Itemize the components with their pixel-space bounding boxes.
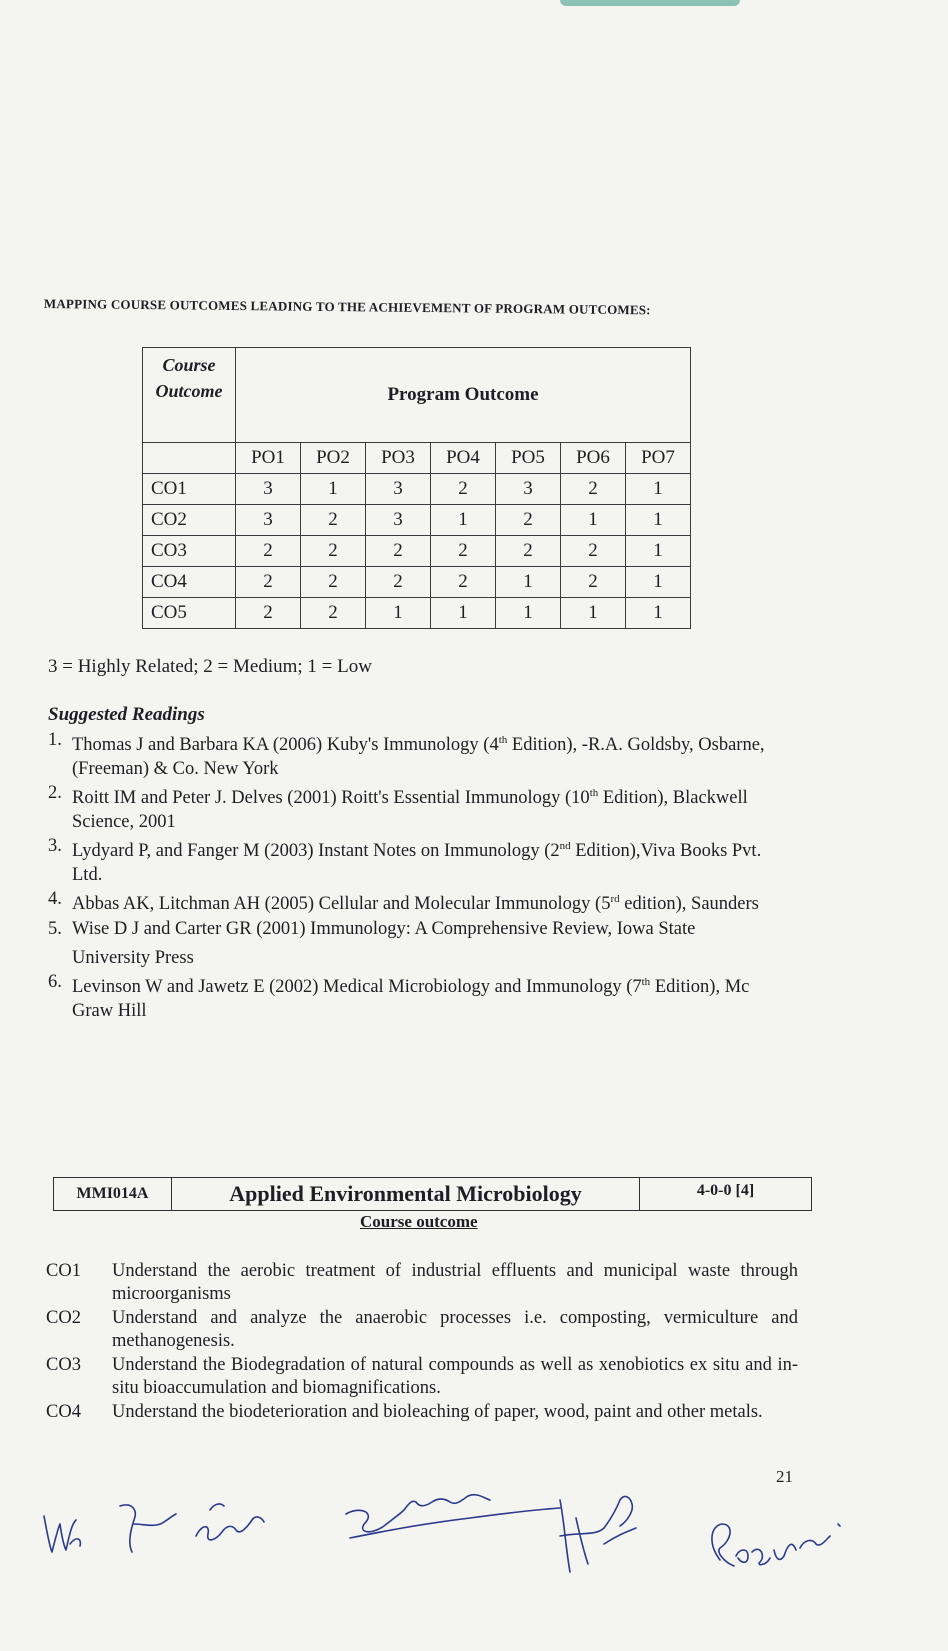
po-column-header: PO6 [561,443,626,474]
reading-superscript: th [589,787,599,800]
reading-text [72,834,778,887]
signatures-area [0,1440,948,1620]
co-cell: CO1 [143,474,236,505]
outcome-text: Understand the Biodegradation of natural compounds as well as xenobiotics ex situ and in-situ bioaccumulation and biomagnifications. [112,1355,798,1398]
reading-number: 1. [48,730,62,750]
course-outcome-header-line1: Course [162,355,216,375]
value-cell: 1 [561,505,626,536]
course-credits: 4-0-0 [4] [696,1182,755,1199]
value-cell: 2 [561,567,626,598]
reading-text [72,728,778,781]
course-outcomes-list [46,1260,798,1425]
signature-5 [560,1497,636,1572]
value-cell: 2 [431,567,496,598]
outcome-item [46,1260,798,1306]
program-outcome-header: Program Outcome [236,348,691,443]
reading-text [72,917,778,970]
table-row [143,567,691,598]
reading-number: 4. [48,889,62,910]
po-column-header: PO3 [366,443,431,474]
reading-superscript: nd [559,840,571,853]
value-cell: 2 [561,474,626,505]
outcome-code: CO3 [46,1355,81,1375]
mapping-table [142,347,691,629]
course-code: MMI014A [54,1178,172,1210]
po-column-header: PO7 [626,443,691,474]
readings-heading: Suggested Readings [48,704,205,725]
po-column-header: PO4 [431,443,496,474]
table-row [143,598,691,629]
reading-number: 2. [48,783,62,804]
value-cell: 3 [496,474,561,505]
value-cell: 3 [366,474,431,505]
reading-text [72,970,778,1023]
signature-2 [120,1505,176,1552]
reading-text-part: Lydyard P, and Fanger M (2003) Instant Notes on Immunology (2 [72,841,560,862]
reading-text-part: Edition), Blackwell Science, 2001 [72,788,748,833]
reading-text-part: Edition), Mc Graw Hill [72,976,750,1021]
outcome-item [46,1401,798,1424]
table-row [143,505,691,536]
po-column-header: PO1 [236,443,301,474]
reading-text-part: edition), Saunders [619,894,759,915]
reading-text-part: Thomas J and Barbara KA (2006) Kuby's Immunology (4 [72,735,499,756]
reading-number: 3. [48,836,62,857]
mapping-heading: MAPPING COURSE OUTCOMES LEADING TO THE ACHIEVEMENT OF PROGRAM OUTCOMES: [43,296,651,318]
reading-superscript: rd [610,893,620,906]
reading-text-part: Levinson W and Jawetz E (2002) Medical Microbiology and Immunology (7 [72,976,642,997]
value-cell: 2 [236,598,301,629]
outcome-item [46,1354,798,1400]
signature-6 [712,1524,840,1566]
value-cell: 2 [301,567,366,598]
empty-header-cell [143,443,236,474]
reading-item [48,917,778,970]
po-column-header: PO2 [301,443,366,474]
outcome-text: Understand the biodeterioration and bioleaching of paper, wood, paint and other metals. [112,1402,763,1422]
value-cell: 2 [301,598,366,629]
reading-text-part: Abbas AK, Litchman AH (2005) Cellular and Molecular Immunology (5 [72,894,611,915]
value-cell: 2 [301,505,366,536]
value-cell: 3 [236,505,301,536]
signature-3 [196,1504,264,1540]
po-header-row [143,443,691,474]
table-row [143,474,691,505]
value-cell: 2 [366,536,431,567]
reading-item [48,834,778,887]
course-title: Applied Environmental Microbiology [172,1178,640,1210]
co-cell: CO4 [143,567,236,598]
reading-text-part: Roitt IM and Peter J. Delves (2001) Roitt's Essential Immunology (10 [72,788,590,809]
value-cell: 3 [366,505,431,536]
value-cell: 2 [236,536,301,567]
value-cell: 2 [561,536,626,567]
outcome-text: Understand the aerobic treatment of industrial effluents and municipal waste through microorganisms [112,1261,798,1304]
reading-item [48,728,778,781]
signature-1 [44,1516,80,1552]
value-cell: 2 [301,536,366,567]
reading-item [48,970,778,1023]
value-cell: 1 [366,598,431,629]
reading-text-part: Edition), -R.A. Goldsby, Osbarne, (Freeman) & Co. New York [72,735,765,780]
co-cell: CO2 [143,505,236,536]
page-edge-tint [560,0,740,6]
co-cell: CO5 [143,598,236,629]
reading-text [72,781,778,834]
course-outcome-header-line2: Outcome [155,381,223,401]
value-cell: 1 [626,536,691,567]
reading-number: 6. [48,971,62,992]
value-cell: 1 [431,598,496,629]
outcome-text: Understand and analyze the anaerobic processes i.e. composting, vermiculture and methanogenesis. [112,1308,798,1351]
value-cell: 1 [626,567,691,598]
mapping-legend: 3 = Highly Related; 2 = Medium; 1 = Low [48,656,372,677]
value-cell: 2 [236,567,301,598]
outcome-code: CO2 [46,1308,81,1328]
value-cell: 1 [301,474,366,505]
value-cell: 2 [431,474,496,505]
co-cell: CO3 [143,536,236,567]
value-cell: 1 [496,598,561,629]
reading-number: 5. [48,918,62,939]
outcome-code: CO4 [46,1402,81,1422]
value-cell: 1 [626,474,691,505]
value-cell: 2 [496,536,561,567]
readings-list [48,728,778,1023]
value-cell: 3 [236,474,301,505]
signature-4 [346,1495,560,1538]
outcome-code: CO1 [46,1261,81,1281]
outcome-item [46,1307,798,1353]
reading-superscript: th [498,734,508,746]
course-outcome-heading: Course outcome [360,1212,478,1231]
reading-text-part: Wise D J and Carter GR (2001) Immunology: A Comprehensive Review, Iowa State University Press [72,918,696,968]
value-cell: 1 [626,505,691,536]
value-cell: 2 [496,505,561,536]
po-column-header: PO5 [496,443,561,474]
value-cell: 1 [626,598,691,629]
reading-superscript: th [641,975,651,988]
page-number: 21 [776,1467,793,1486]
reading-item [48,781,778,834]
course-header-box [53,1177,812,1211]
reading-text [72,887,778,916]
course-outcome-header [143,348,236,443]
value-cell: 1 [561,598,626,629]
value-cell: 2 [366,567,431,598]
value-cell: 2 [431,536,496,567]
value-cell: 1 [431,505,496,536]
table-row [143,536,691,567]
value-cell: 1 [496,567,561,598]
reading-text-part: Edition),Viva Books Pvt. Ltd. [72,841,762,886]
reading-item [48,887,778,916]
